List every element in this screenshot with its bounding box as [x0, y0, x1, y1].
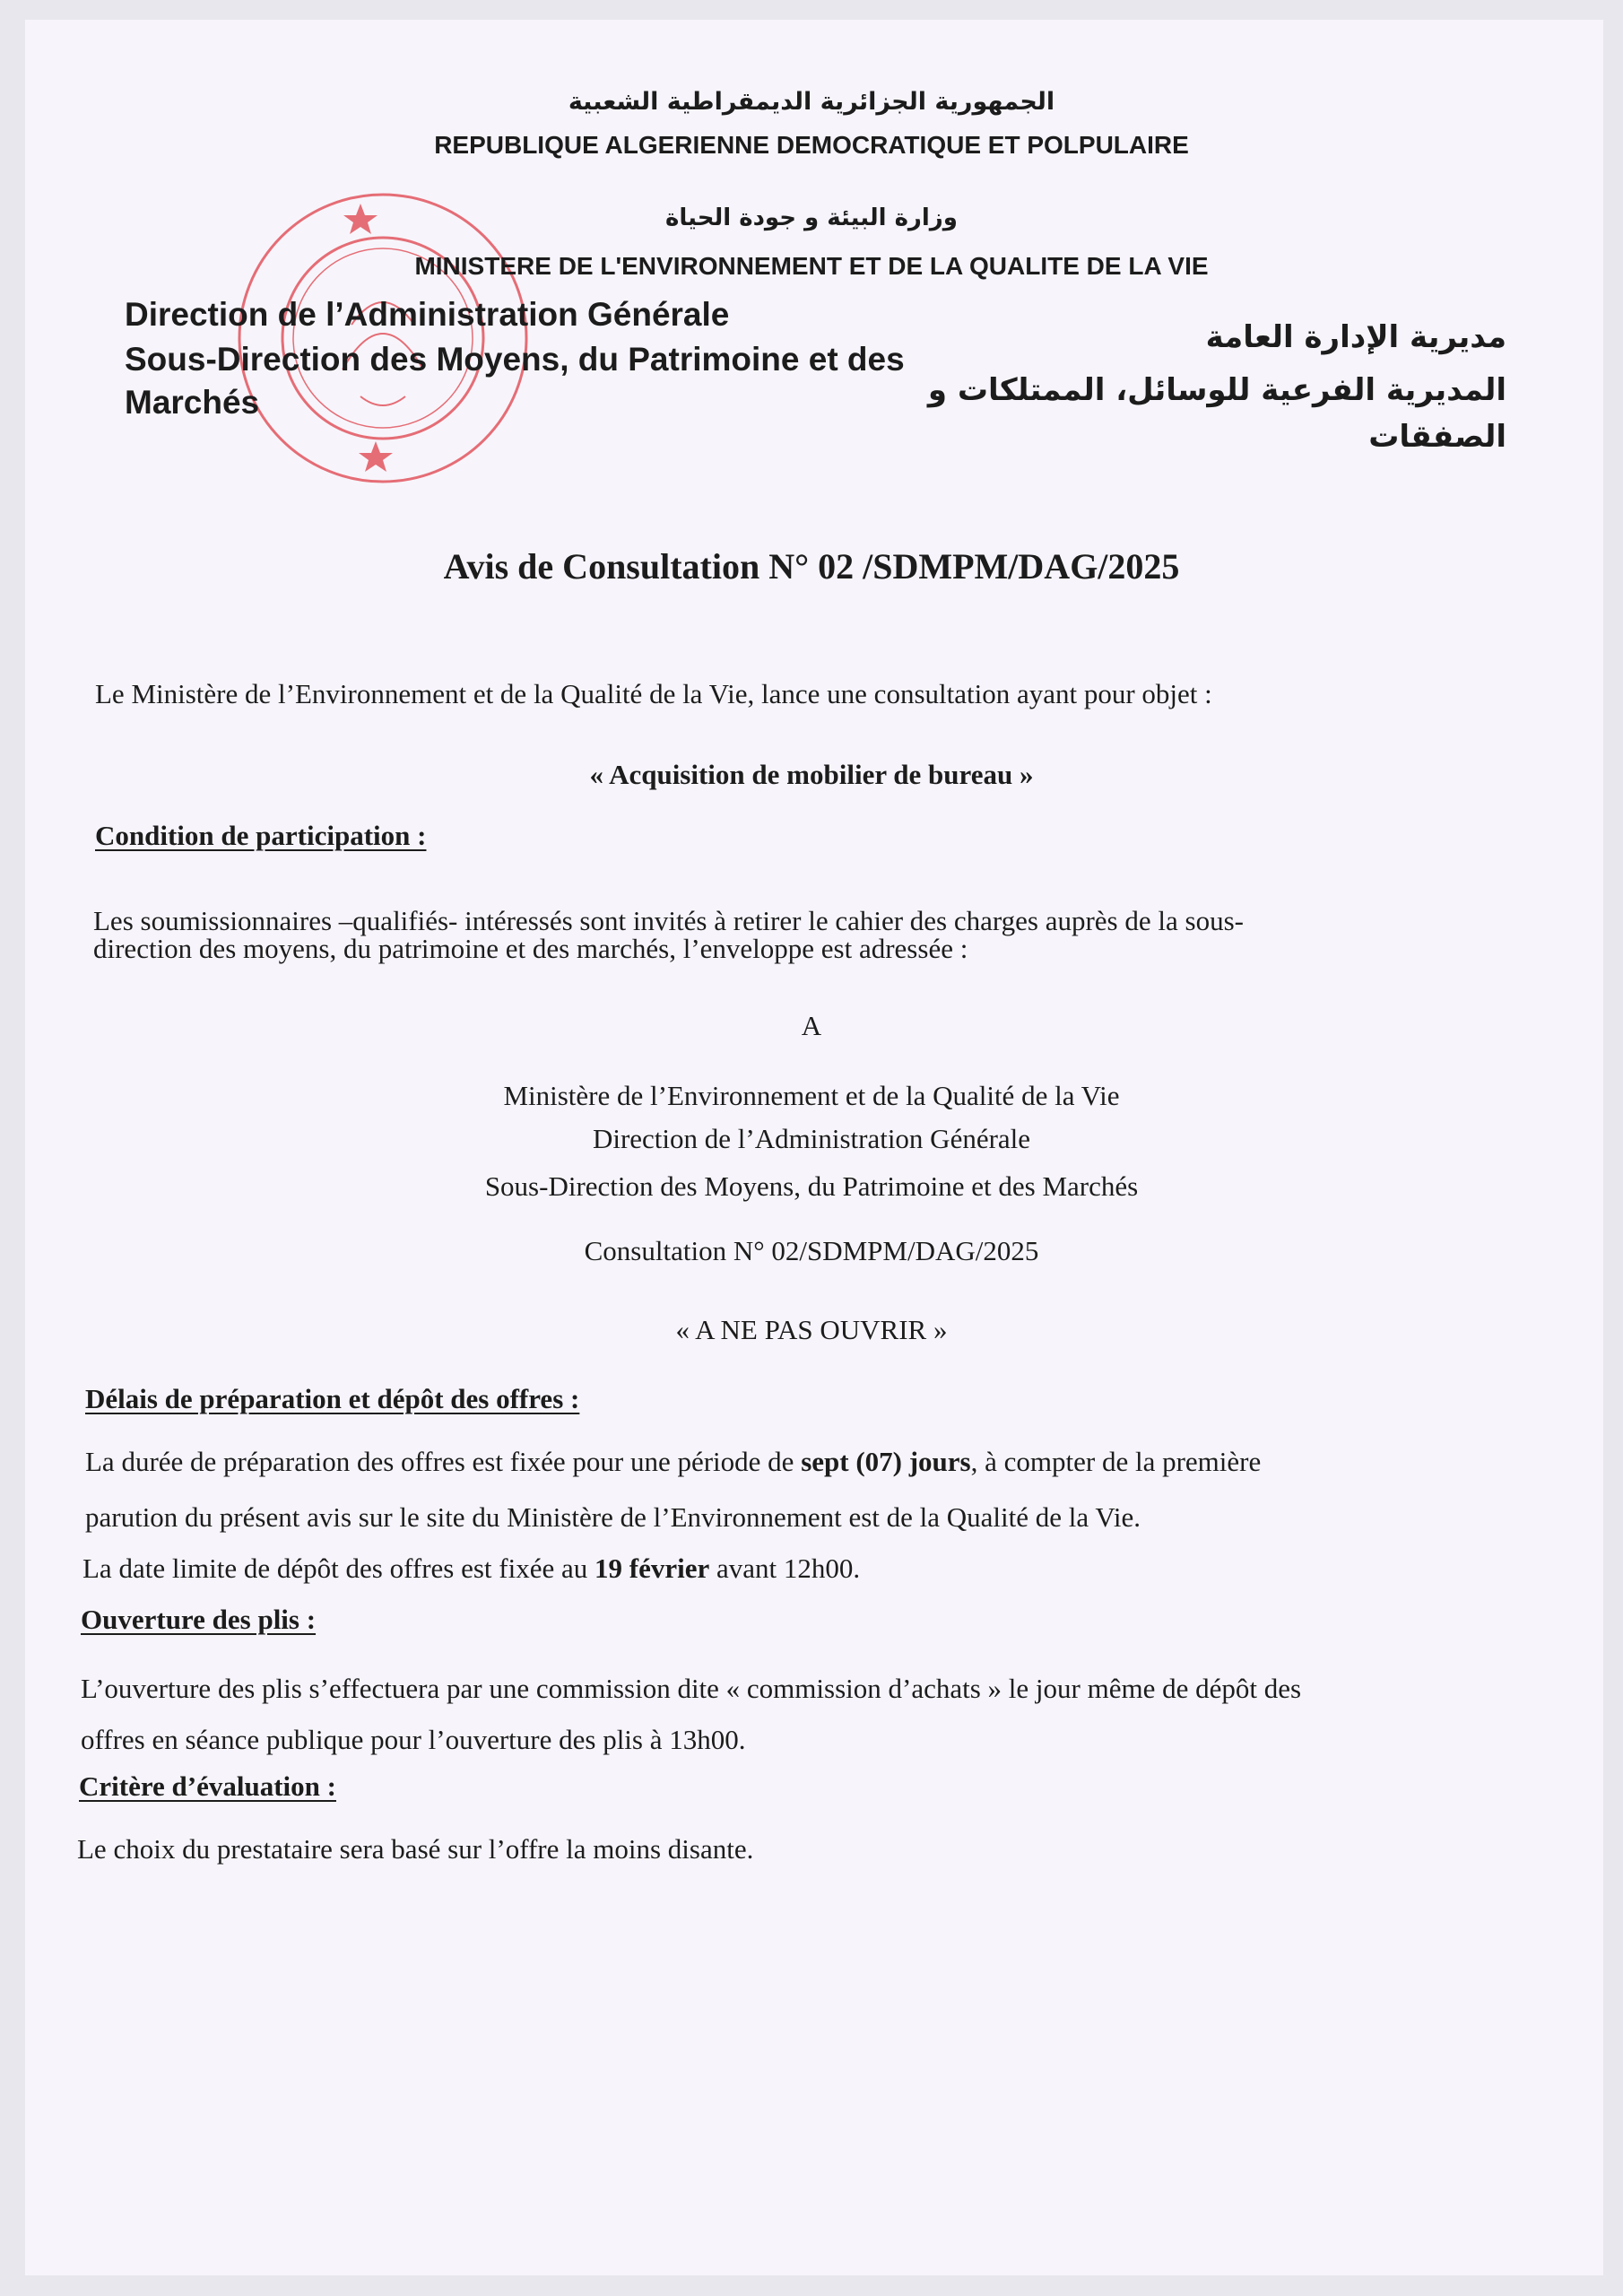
address-line: Direction de l’Administration Générale	[592, 1123, 1031, 1154]
direction-ar-line: الصفقات	[1368, 419, 1506, 455]
direction-fr-line: Direction de l’Administration Générale	[125, 296, 730, 333]
critere-line: Le choix du prestataire sera basé sur l’offre la moins disante.	[77, 1833, 754, 1865]
republic-arabic: الجمهورية الجزائرية الديمقراطية الشعبية	[568, 88, 1055, 116]
delais-line: parution du présent avis sur le site du Ministère de l’Environnement est de la Qualité de la Vie.	[85, 1501, 1141, 1533]
object-text: « Acquisition de mobilier de bureau »	[589, 759, 1034, 790]
participation-line: direction des moyens, du patrimoine et des marchés, l’enveloppe est adressée :	[93, 933, 968, 964]
do-not-open: « A NE PAS OUVRIR »	[675, 1314, 948, 1345]
intro-text: Le Ministère de l’Environnement et de la Qualité de la Vie, lance une consultation ayant pour objet :	[95, 678, 1212, 709]
notice-title: Avis de Consultation N° 02 /SDMPM/DAG/2025	[443, 546, 1180, 587]
direction-ar-line: المديرية الفرعية للوسائل، الممتلكات و	[927, 372, 1506, 408]
ministry-french: MINISTERE DE L'ENVIRONNEMENT ET DE LA QUALITE DE LA VIE	[414, 252, 1209, 280]
consultation-ref: Consultation N° 02/SDMPM/DAG/2025	[584, 1235, 1039, 1266]
address-line: Ministère de l’Environnement et de la Qualité de la Vie	[503, 1080, 1120, 1111]
address-line: Sous-Direction des Moyens, du Patrimoine et des Marchés	[484, 1170, 1139, 1202]
address-to: A	[801, 1010, 822, 1041]
direction-ar-line: مديرية الإدارة العامة	[1205, 319, 1506, 355]
delais-heading: Délais de préparation et dépôt des offres :	[85, 1383, 580, 1414]
ouverture-line: offres en séance publique pour l’ouverture des plis à 13h00.	[81, 1724, 746, 1755]
direction-fr-line: Marchés	[125, 384, 260, 421]
official-stamp	[235, 190, 531, 486]
critere-heading: Critère d’évaluation :	[79, 1770, 336, 1802]
ministry-arabic: وزارة البيئة و جودة الحياة	[665, 204, 958, 231]
direction-fr-line: Sous-Direction des Moyens, du Patrimoine et des	[125, 341, 905, 378]
ouverture-heading: Ouverture des plis :	[81, 1604, 317, 1635]
participation-heading: Condition de participation :	[95, 820, 427, 851]
delais-line: La durée de préparation des offres est fixée pour une période de sept (07) jours, à compter de la première	[85, 1446, 1262, 1477]
ouverture-line: L’ouverture des plis s’effectuera par une commission dite « commission d’achats » le jour même de dépôt des	[81, 1673, 1302, 1704]
participation-line: Les soumissionnaires –qualifiés- intéressés sont invités à retirer le cahier des charges auprès de la sous-	[93, 905, 1244, 936]
delais-line: La date limite de dépôt des offres est fixée au 19 février avant 12h00.	[82, 1552, 861, 1584]
republic-french: REPUBLIQUE ALGERIENNE DEMOCRATIQUE ET POLPULAIRE	[434, 131, 1189, 159]
